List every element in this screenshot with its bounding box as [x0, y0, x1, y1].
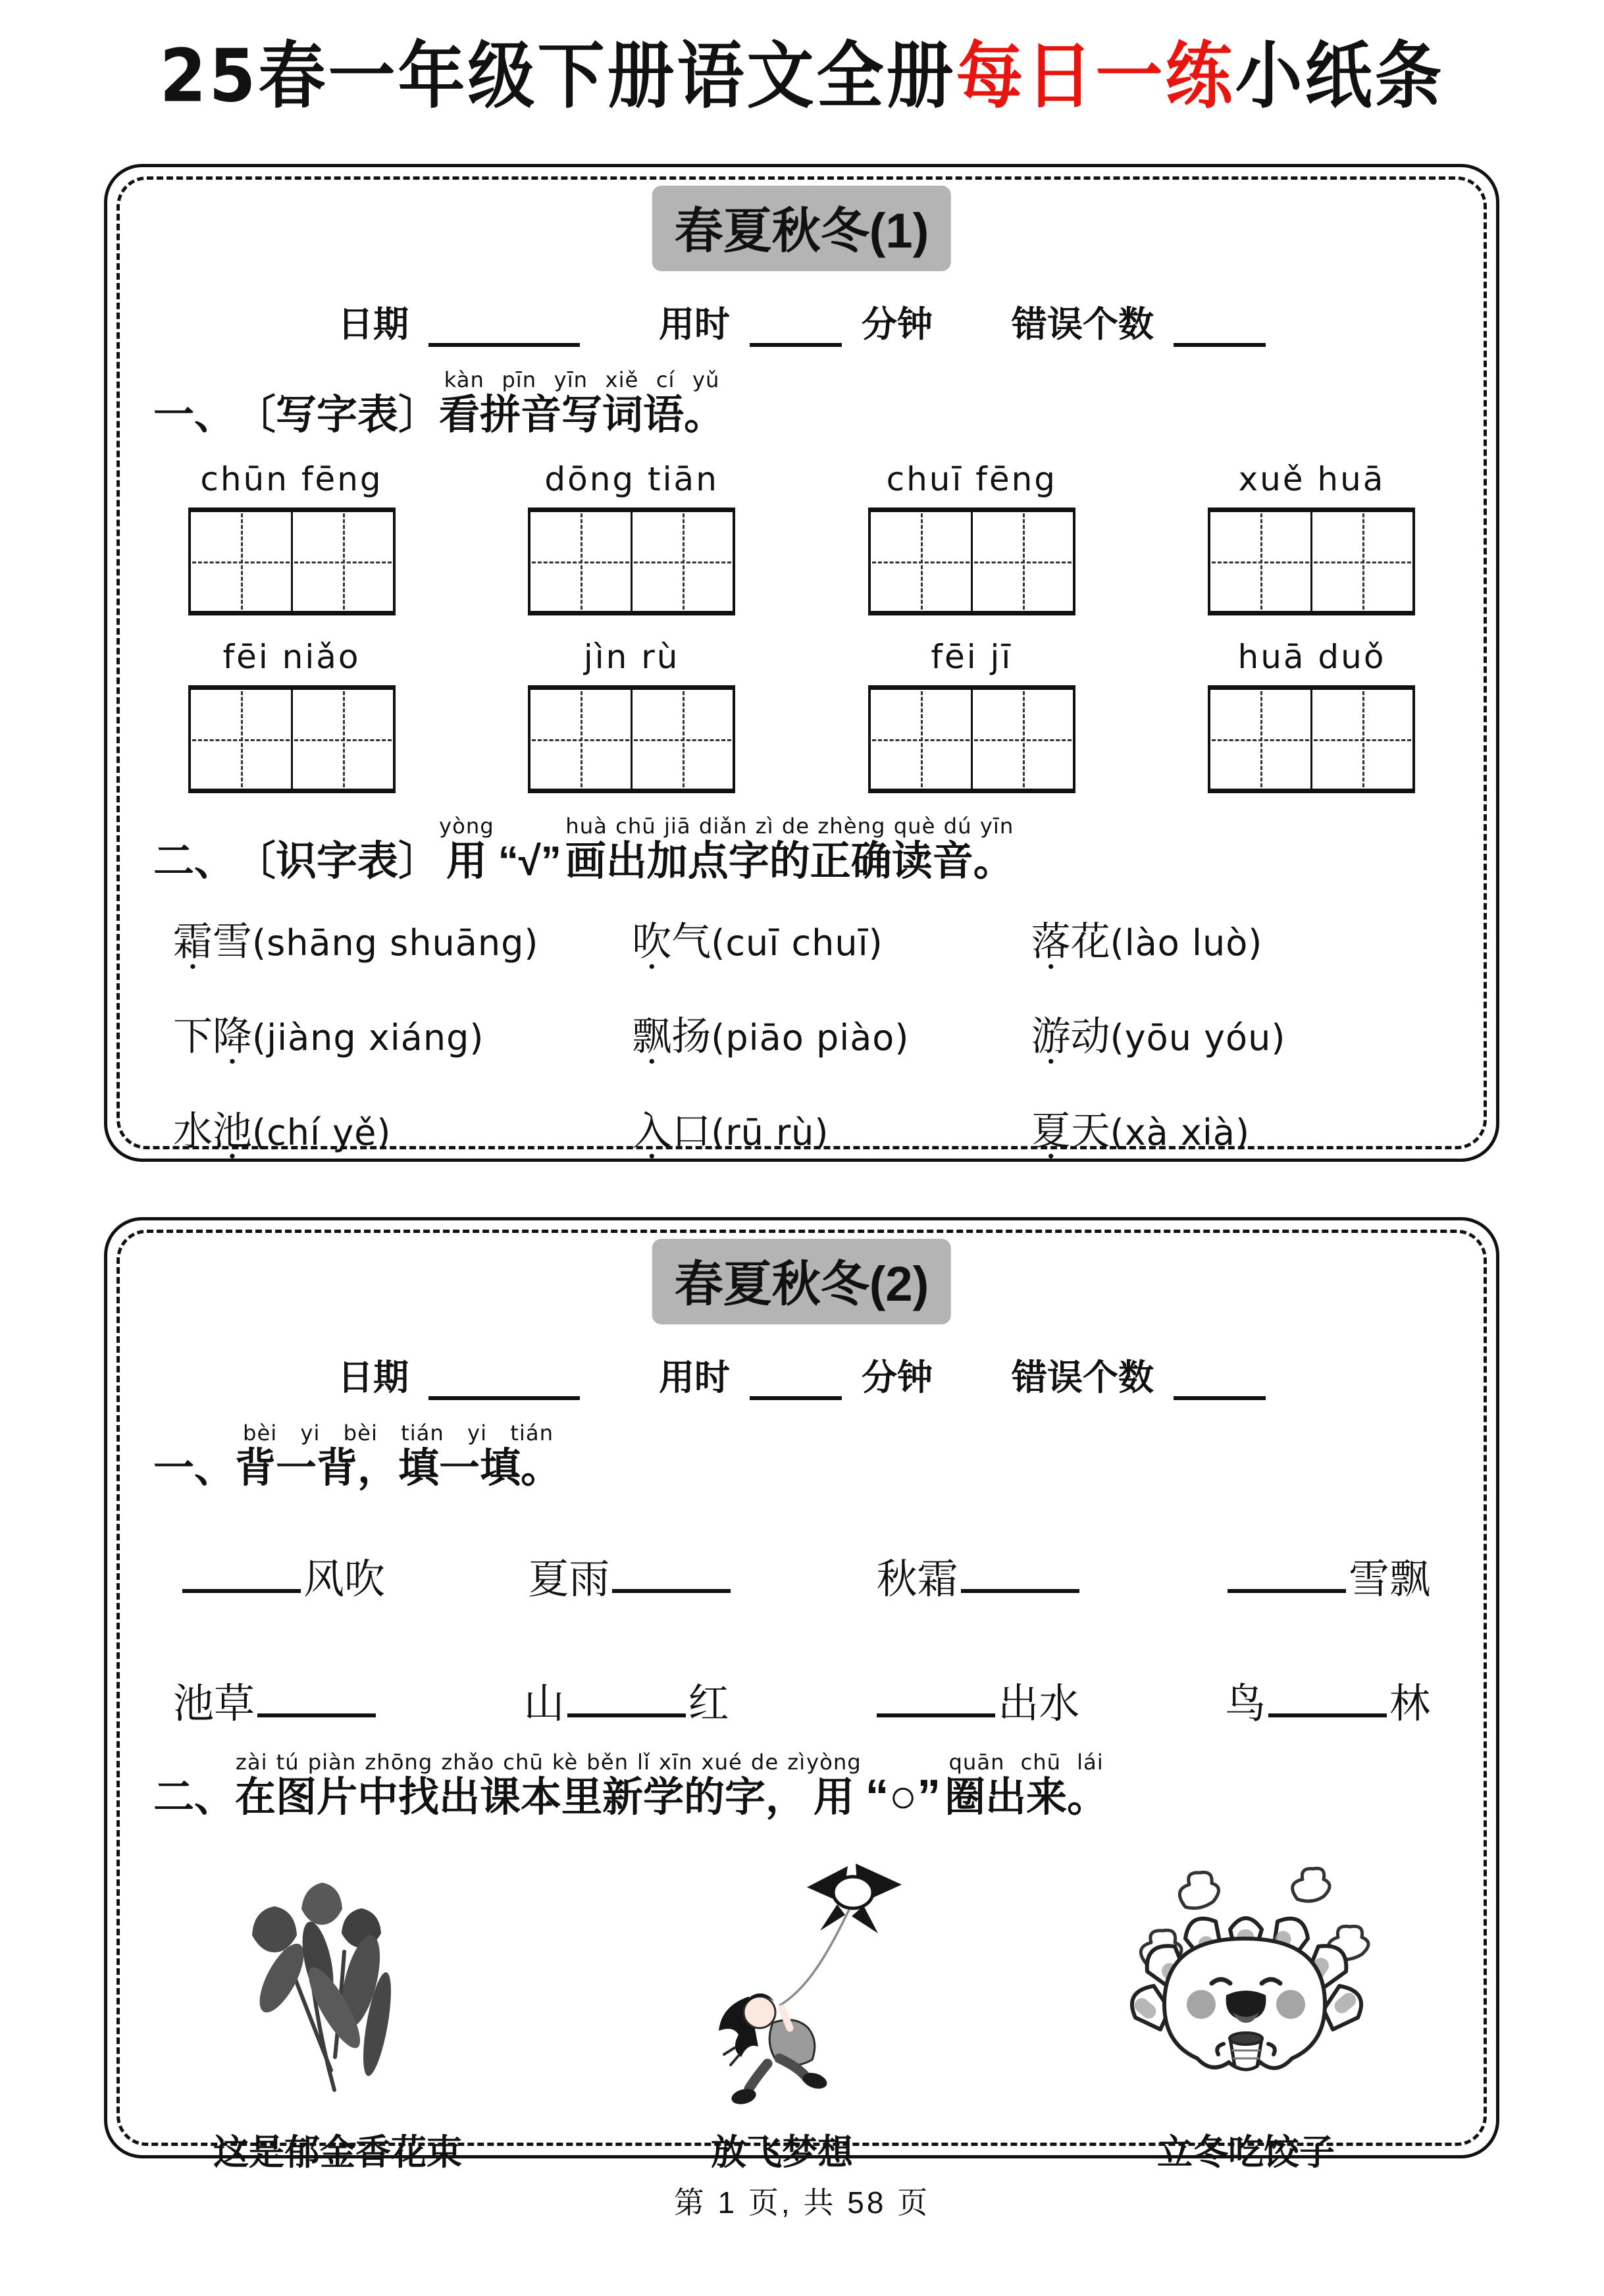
q1-tag: 〔写字表〕 [235, 392, 440, 438]
tianzige-cell [1210, 512, 1310, 611]
time-blank [750, 1391, 842, 1400]
pronunciation-item: 游 ●动(yōu yóu) [1031, 1005, 1430, 1062]
fill-item: 风吹 [180, 1546, 385, 1605]
writing-grid [1208, 508, 1415, 615]
answer-blank [567, 1708, 686, 1717]
fill-blank-row-1 [153, 1546, 1450, 1605]
date-blank [428, 338, 580, 347]
tianzige-cell [291, 512, 393, 611]
tianzige-cell [631, 512, 733, 611]
card2-question2-heading: 二、 在图片中找出课本里新学的字，zài tú piàn zhōng zhǎo chū kè běn lǐ xīn xué de zì 用yòng “○” 圈出来。quān chū lái [153, 1750, 1108, 1823]
time-blank [750, 338, 842, 347]
tianzige-cell [971, 690, 1073, 789]
fill-item: 池草 [173, 1671, 378, 1729]
tulip-bouquet-illustration [213, 1873, 463, 2110]
answer-blank [257, 1708, 376, 1717]
pronunciation-item: 夏 ●天(xà xià) [1031, 1100, 1430, 1157]
pinyin-word: jìn rù [520, 638, 744, 793]
pinyin-word: huā duǒ [1200, 638, 1424, 793]
answer-blank [612, 1583, 731, 1593]
pinyin-word: dōng tiān [520, 460, 744, 615]
page-title-right: 小纸条 [1235, 34, 1445, 119]
worksheet-card-2 [104, 1217, 1499, 2173]
kite-flying-illustration [650, 1846, 914, 2110]
pronunciation-item: 落 ●花(lào luò) [1031, 910, 1430, 967]
writing-grid [1208, 685, 1415, 793]
tianzige-cell [871, 690, 971, 789]
q2-tag: 〔识字表〕 [235, 839, 440, 885]
pinyin-word: fēi niǎo [180, 638, 403, 793]
picture-kite-girl [650, 1846, 914, 2175]
tianzige-cell [530, 690, 631, 789]
fill-blank-row-2 [153, 1671, 1450, 1729]
card2-meta-row [153, 1349, 1450, 1400]
card1-meta-row [153, 296, 1450, 347]
pronunciation-item: 下降 ●(jiàng xiáng) [173, 1005, 632, 1062]
tianzige-cell [971, 512, 1073, 611]
tianzige-cell [191, 512, 291, 611]
pronunciation-item: 霜 ●雪(shāng shuāng) [173, 910, 632, 967]
picture-caption: 放飞梦想 [711, 2133, 853, 2173]
pronunciation-item: 水池 ●(chí yě) [173, 1100, 632, 1157]
page-number-footer: 第 1 页, 共 58 页 [673, 2185, 931, 2220]
picture-caption: 立冬吃饺子 [1157, 2133, 1335, 2173]
writing-grid [528, 685, 735, 793]
q1-number: 一、 [153, 392, 236, 438]
answer-blank [1268, 1708, 1387, 1717]
card1-section-badge: 春夏秋冬(1) [652, 186, 951, 271]
tianzige-cell [191, 690, 291, 789]
fill-item: 鸟 林 [1224, 1681, 1430, 1727]
picture-dumpling [1101, 1866, 1391, 2175]
answer-blank [1228, 1583, 1346, 1593]
picture-caption: 这是郁金香花束 [213, 2133, 462, 2173]
picture-tulip-bouquet [213, 1873, 463, 2175]
dumpling-illustration [1101, 1866, 1391, 2110]
answer-blank [877, 1708, 995, 1717]
date-label: 日期 [338, 305, 409, 344]
time-label: 用时 [659, 305, 730, 344]
tianzige-cell [1210, 690, 1310, 789]
answer-blank [182, 1583, 301, 1593]
date-blank [428, 1391, 580, 1400]
card1-question1-heading [153, 367, 1450, 438]
pinyin-grid-row-1 [153, 460, 1450, 615]
tianzige-cell [631, 690, 733, 789]
pinyin-grid-row-2 [153, 638, 1450, 793]
card2-question1-heading: 一、 背一背，填一填。bèi yi bèi tián yi tián [153, 1421, 562, 1491]
errors-label: 错误个数 [1012, 305, 1154, 344]
fill-item: 山 红 [523, 1681, 729, 1727]
errors-blank [1174, 338, 1266, 347]
time-label: 用时 [659, 1358, 730, 1397]
q1-number: 一、 [153, 1446, 236, 1491]
fill-item: 出水 [874, 1671, 1079, 1729]
circle-mark-glyph: “○” [865, 1770, 941, 1823]
errors-blank [1174, 1391, 1266, 1400]
writing-grid [868, 508, 1075, 615]
tianzige-cell [1310, 690, 1412, 789]
fill-item: 雪飘 [1225, 1546, 1430, 1605]
writing-grid [868, 685, 1075, 793]
tianzige-cell [530, 512, 631, 611]
q1-title-ruby: 看拼音写词语。kàn pīn yīn xiě cí yǔ [439, 367, 725, 438]
card2-section-badge: 春夏秋冬(2) [652, 1239, 951, 1324]
pinyin-word: fēi jī [860, 638, 1083, 793]
pictures-row [153, 1846, 1450, 2175]
tianzige-cell [1310, 512, 1412, 611]
minutes-label: 分钟 [862, 305, 933, 344]
pinyin-word: xuě huā [1200, 460, 1424, 615]
minutes-label: 分钟 [862, 1358, 933, 1397]
date-label: 日期 [338, 1358, 409, 1397]
writing-grid [188, 508, 396, 615]
worksheet-card-1 [104, 164, 1499, 1162]
page-title-left: 25春一年级下册语文全册 [159, 34, 956, 119]
pinyin-word: chūn fēng [180, 460, 403, 615]
tianzige-cell [291, 690, 393, 789]
page-title-red-segment: 每日一练 [956, 34, 1235, 119]
card1-question2-heading: 二、 〔识字表〕 用yòng “√” 画出加点字的正确读音。huà chū jiā diǎn zì de zhèng què dú yīn [153, 814, 1014, 885]
writing-grid [188, 685, 396, 793]
errors-label: 错误个数 [1012, 1358, 1154, 1397]
check-mark-glyph: “√” [498, 839, 561, 885]
pronunciation-item: 飘 ●扬(piāo piào) [632, 1005, 1031, 1062]
answer-blank [961, 1583, 1079, 1593]
fill-item: 夏雨 [528, 1546, 733, 1605]
pronunciation-item: 入 ●口(rū rù) [632, 1100, 1031, 1157]
pronunciation-item: 吹 ●气(cuī chuī) [632, 910, 1031, 967]
q2-number: 二、 [153, 1775, 236, 1821]
fill-item: 秋霜 [877, 1546, 1082, 1605]
pronunciation-items-grid [153, 910, 1450, 1157]
tianzige-cell [871, 512, 971, 611]
pinyin-word: chuī fēng [860, 460, 1083, 615]
page-title [0, 18, 1604, 122]
writing-grid [528, 508, 735, 615]
q2-number: 二、 [153, 839, 236, 885]
